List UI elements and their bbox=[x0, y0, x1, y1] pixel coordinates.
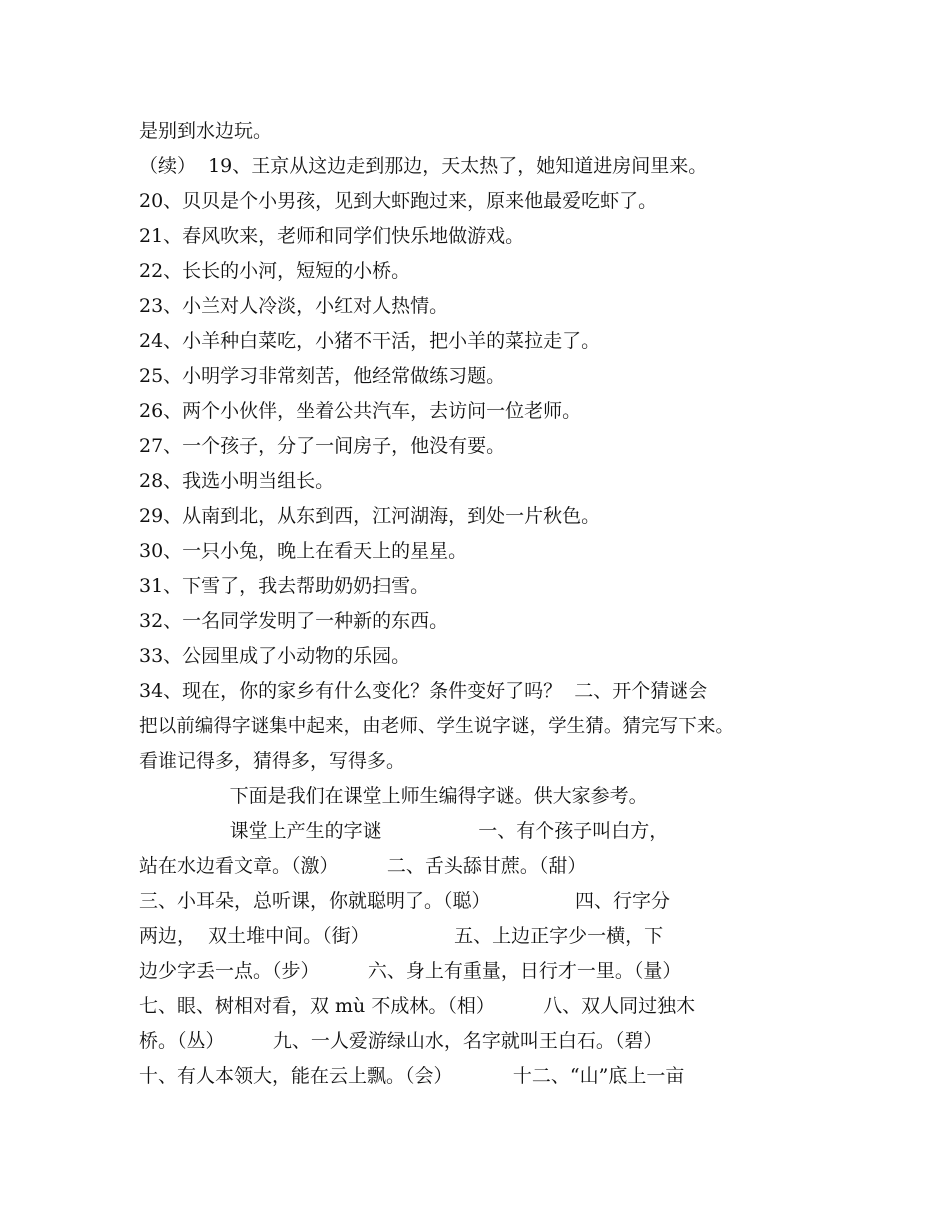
text-line: 20、贝贝是个小男孩，见到大虾跑过来，原来他最爱吃虾了。 bbox=[139, 190, 658, 212]
text-line: 23、小兰对人冷淡，小红对人热情。 bbox=[139, 295, 449, 317]
text-line: 边少字丢一点。（步） 六、身上有重量，日行才一里。（量） bbox=[139, 960, 682, 982]
text-line: 27、一个孩子，分了一间房子，他没有要。 bbox=[139, 435, 506, 457]
text-line: 30、一只小兔，晚上在看天上的星星。 bbox=[139, 540, 468, 562]
text-line: 课堂上产生的字谜 一、有个孩子叫白方， bbox=[139, 820, 669, 842]
document-body bbox=[139, 114, 829, 1094]
text-line: 32、一名同学发明了一种新的东西。 bbox=[139, 610, 449, 632]
text-line: 25、小明学习非常刻苦，他经常做练习题。 bbox=[139, 365, 506, 387]
text-line: 21、春风吹来，老师和同学们快乐地做游戏。 bbox=[139, 225, 525, 247]
text-line: 把以前编得字谜集中起来，由老师、学生说字谜，学生猜。猜完写下来。 bbox=[139, 716, 735, 737]
text-line: 33、公园里成了小动物的乐园。 bbox=[139, 645, 411, 667]
text-line: 下面是我们在课堂上师生编得字谜。供大家参考。 bbox=[139, 785, 648, 807]
text-line: 34、现在，你的家乡有什么变化？条件变好了吗？ 二、开个猜谜会 bbox=[139, 680, 708, 702]
text-line: 三、小耳朵，总听课，你就聪明了。（聪） 四、行字分 bbox=[139, 890, 671, 912]
text-line: 31、下雪了，我去帮助奶奶扫雪。 bbox=[139, 575, 430, 597]
text-line: 桥。（丛） 九、一人爱游绿山水，名字就叫王白石。（碧） bbox=[139, 1030, 663, 1052]
text-line: 24、小羊种白菜吃，小猪不干活，把小羊的菜拉走了。 bbox=[139, 330, 601, 352]
text-line: 看谁记得多，猜得多，写得多。 bbox=[139, 750, 406, 772]
text-line: 十、有人本领大，能在云上飘。（会） 十二、“山”底上一亩 bbox=[139, 1065, 685, 1087]
text-line: 26、两个小伙伴，坐着公共汽车，去访问一位老师。 bbox=[139, 400, 582, 422]
text-line: 28、我选小明当组长。 bbox=[139, 470, 335, 492]
text-line: 站在水边看文章。（激） 二、舌头舔甘蔗。（甜） bbox=[139, 855, 587, 877]
text-line: 是别到水边玩。 bbox=[139, 120, 273, 142]
text-line: 29、从南到北，从东到西，江河湖海，到处一片秋色。 bbox=[139, 505, 601, 527]
text-line: （续） 19、王京从这边走到那边，天太热了，她知道进房间里来。 bbox=[139, 155, 708, 177]
text-line: 两边， 双土堆中间。（街） 五、上边正字少一横，下 bbox=[139, 925, 664, 947]
text-line: 22、长长的小河，短短的小桥。 bbox=[139, 260, 411, 282]
text-line: 七、眼、树相对看，双 mù 不成林。（相） 八、双人同过独木 bbox=[139, 995, 696, 1017]
